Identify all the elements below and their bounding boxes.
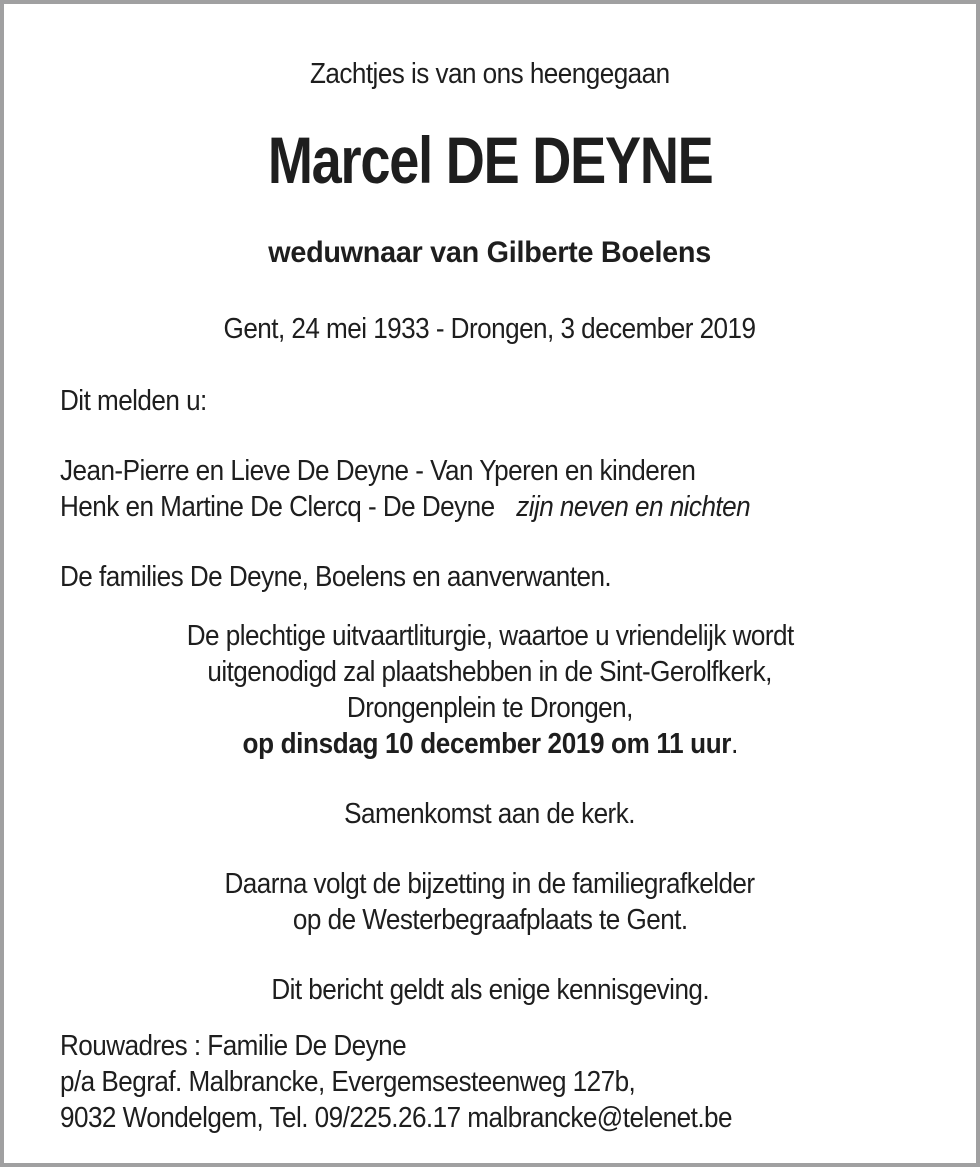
announcers-intro-label: Dit melden u:: [60, 385, 207, 417]
families-line: [4, 559, 976, 595]
ceremony-line: [4, 690, 976, 726]
life-dates-label: Gent, 24 mei 1933 - Drongen, 3 december 2019: [224, 313, 756, 345]
meeting-line: [4, 796, 976, 832]
meeting-label: Samenkomst aan de kerk.: [344, 798, 636, 830]
address-line: [4, 1028, 976, 1064]
notice-line: [4, 972, 976, 1008]
announcers-intro: [4, 383, 976, 419]
address-line-text: p/a Begraf. Malbrancke, Evergemsesteenweg 127b,: [60, 1066, 636, 1098]
address-line: [4, 1064, 976, 1100]
intro-label: Zachtjes is van ons heengegaan: [310, 58, 670, 90]
ceremony-line-text: uitgenodigd zal plaatshebben in de Sint-Gerolfkerk,: [207, 656, 773, 688]
ceremony-line: [4, 618, 976, 654]
burial-line: [4, 866, 976, 902]
burial-line: [4, 902, 976, 938]
address-line-text: 9032 Wondelgem, Tel. 09/225.26.17 malbrancke@telenet.be: [60, 1102, 733, 1134]
intro-text: [4, 56, 976, 92]
ceremony-line-text: Drongenplein te Drongen,: [347, 692, 633, 724]
address-line-text: Rouwadres : Familie De Deyne: [60, 1030, 407, 1062]
family-line: [4, 453, 976, 489]
ceremony-date-time: [4, 726, 976, 762]
notice-label: Dit bericht geldt als enige kennisgeving.: [271, 974, 709, 1006]
families-label: De families De Deyne, Boelens en aanverwanten.: [60, 561, 612, 593]
life-dates: [4, 311, 976, 347]
ceremony-line-text: De plechtige uitvaartliturgie, waartoe u vriendelijk wordt: [186, 620, 794, 652]
deceased-name: [4, 122, 976, 198]
family-line-names: Henk en Martine De Clercq - De Deyne: [60, 491, 495, 523]
family-line-names: Jean-Pierre en Lieve De Deyne - Van Yperen en kinderen: [60, 455, 696, 487]
family-line-role: zijn neven en nichten: [516, 491, 751, 523]
widower-line: [4, 235, 976, 271]
burial-line-text: op de Westerbegraafplaats te Gent.: [292, 904, 688, 936]
widower-label: weduwnaar van Gilberte Boelens: [268, 236, 712, 269]
burial-line-text: Daarna volgt de bijzetting in de familiegrafkelder: [224, 868, 756, 900]
address-line: [4, 1100, 976, 1136]
family-line: [4, 489, 976, 525]
ceremony-date-time-label: op dinsdag 10 december 2019 om 11 uur: [242, 728, 731, 760]
ceremony-line: [4, 654, 976, 690]
ceremony-date-time-suffix: .: [730, 728, 738, 760]
deceased-name-label: Marcel DE DEYNE: [267, 123, 713, 197]
